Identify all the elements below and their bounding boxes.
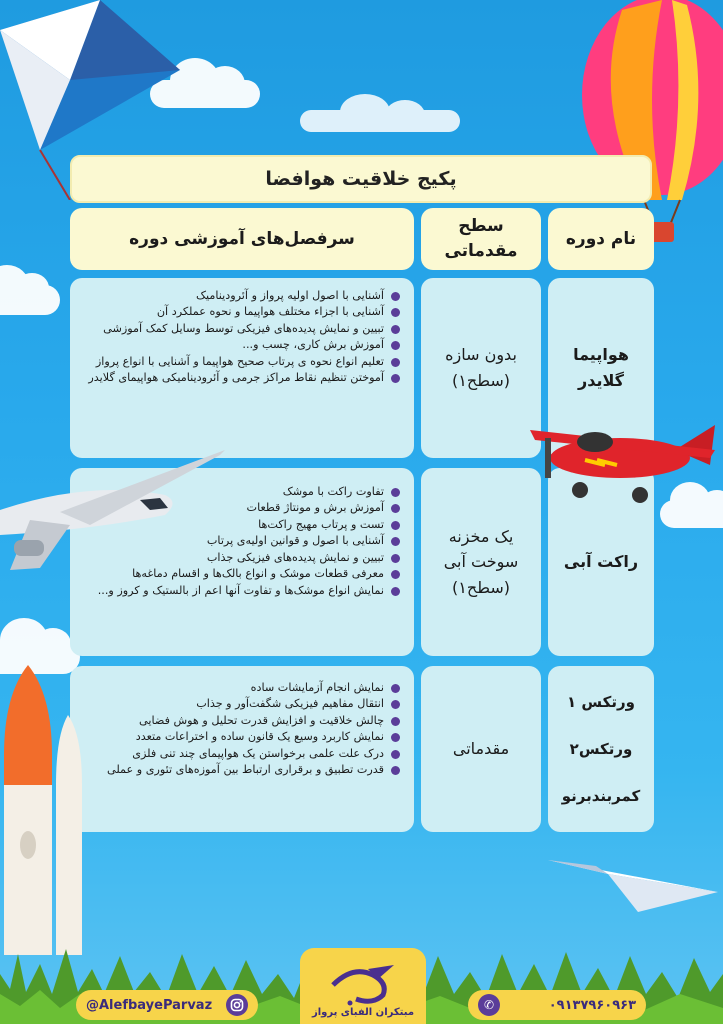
level-glider: بدون سازه (سطح۱) — [421, 278, 541, 458]
list-item: نمایش انجام آزمایشات ساده — [80, 680, 400, 695]
topics-vortex — [70, 666, 414, 832]
list-item: تعلیم انواع نحوه ی پرتاب صحیح هواپیما و آشنایی با انواع پرواز — [80, 354, 400, 369]
list-item: تست و پرتاب مهیج راکت‌ها — [80, 517, 400, 532]
list-item: انتقال مفاهیم فیزیکی شگفت‌آور و جذاب — [80, 696, 400, 711]
page-title: پکیج خلاقیت هوافضا — [70, 155, 652, 203]
list-item: آموزش برش و مونتاژ قطعات — [80, 500, 400, 515]
header-level: سطح مقدماتی — [421, 208, 541, 270]
instagram-handle-text: @AlefbayeParvaz — [86, 997, 213, 1013]
brand-logo-badge — [300, 948, 426, 1024]
phone-number[interactable] — [468, 990, 646, 1020]
list-item: تبیین و نمایش پدیده‌های فیزیکی توسط وسایل کمک آموزشی — [80, 321, 400, 336]
topics-glider — [70, 278, 414, 458]
cloud — [300, 110, 460, 132]
course-name: ورتکس۲ — [569, 739, 633, 758]
list-item: آشنایی با اصول و قوانین اولیه‌ی پرتاب — [80, 533, 400, 548]
header-topics: سرفصل‌های آموزشی دوره — [70, 208, 414, 270]
list-item: معرفی قطعات موشک و انواع بالک‌ها و اقسام دماغه‌ها — [80, 566, 400, 581]
course-water-rocket: راکت آبی — [548, 468, 654, 656]
list-item: نمایش انواع موشک‌ها و تفاوت آنها اعم از بالستیک و کروز و... — [80, 583, 400, 598]
phone-number-text: ۰۹۱۳۷۹۶۰۹۶۳ — [548, 997, 636, 1013]
propeller-airplane-illustration — [525, 410, 723, 515]
list-item: چالش خلاقیت و افزایش قدرت تحلیل و هوش فضایی — [80, 713, 400, 728]
list-item: آموختن تنظیم نقاط مراکز جرمی و آئرودینامیکی هواپیمای گلایدر — [80, 370, 400, 385]
level-vortex: مقدماتی — [421, 666, 541, 832]
jet-airplane-illustration — [0, 440, 230, 580]
brand-logo-icon — [328, 963, 398, 1007]
list-item: نمایش کاربرد وسیع یک قانون ساده و اختراعات متعدد — [80, 729, 400, 744]
list-item: آشنایی با اجزاء مختلف هواپیما و نحوه عملکرد آن — [80, 304, 400, 319]
brand-name: مبتکران الفبای پرواز — [311, 1007, 415, 1018]
course-vortex — [548, 666, 654, 832]
course-glider: هواپیما گلایدر — [548, 278, 654, 458]
instagram-icon — [226, 994, 248, 1016]
cloud — [0, 285, 60, 315]
course-name: کمربندبرنو — [561, 787, 641, 806]
list-item: درک علت علمی برخواستن یک هواپیمای چند تنی فلزی — [80, 746, 400, 761]
list-item: تفاوت راکت با موشک — [80, 484, 400, 499]
instagram-handle[interactable] — [76, 990, 258, 1020]
phone-icon: ✆ — [478, 994, 500, 1016]
list-item: تبیین و نمایش پدیده‌های فیزیکی جذاب — [80, 550, 400, 565]
header-course: نام دوره — [548, 208, 654, 270]
list-item: آشنایی با اصول اولیه پرواز و آئرودینامیک — [80, 288, 400, 303]
list-item: آموزش برش کاری، چسب و... — [80, 337, 400, 352]
course-name: ورتکس ۱ — [567, 692, 635, 711]
level-water-rocket: یک مخزنه سوخت آبی (سطح۱) — [421, 468, 541, 656]
list-item: قدرت تطبیق و برقراری ارتباط بین آموزه‌های تئوری و عملی — [80, 762, 400, 777]
